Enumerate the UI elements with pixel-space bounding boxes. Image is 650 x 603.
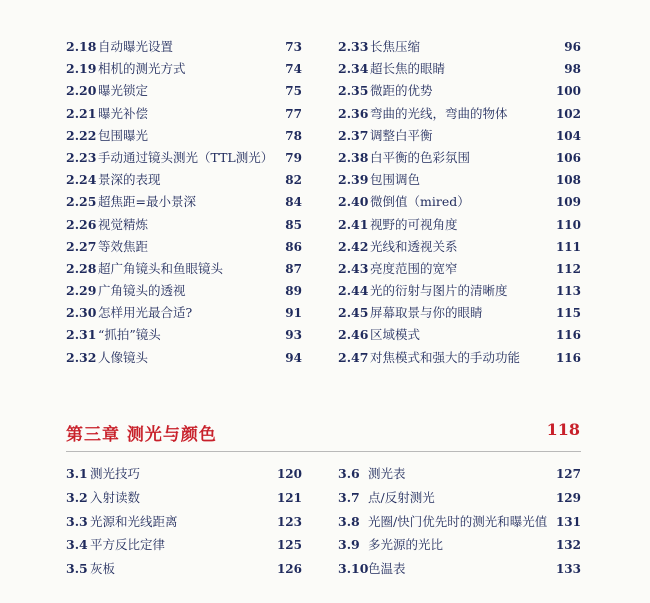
toc-entry[interactable] <box>338 80 581 102</box>
toc-entry[interactable] <box>66 125 302 147</box>
toc-entry-title: 光圈/快门优先时的测光和曝光值 <box>368 513 548 529</box>
toc-entry[interactable] <box>338 236 581 258</box>
toc-entry-page: 100 <box>555 84 581 99</box>
toc-entry[interactable] <box>66 80 302 102</box>
toc-entry[interactable] <box>66 214 302 236</box>
chapter-title[interactable]: 第三章 测光与颜色 <box>66 425 217 445</box>
toc-entry-title: 广角镜头的透视 <box>98 283 186 299</box>
toc-entry[interactable] <box>66 462 302 486</box>
toc-entry-number: 2.19 <box>66 61 97 77</box>
toc-entry-title: 超长焦的眼睛 <box>370 61 446 77</box>
toc-entry-title: 光的衍射与图片的清晰度 <box>370 283 508 299</box>
toc-entry-number: 2.36 <box>338 105 369 121</box>
toc-entry[interactable] <box>66 486 302 510</box>
toc-entry-number: 3.10 <box>338 561 369 577</box>
toc-entry[interactable] <box>338 58 581 80</box>
toc-entry-title: 手动通过镜头测光（TTL测光） <box>98 149 274 165</box>
toc-entry-page: 129 <box>555 490 581 505</box>
toc-entry-page: 116 <box>555 328 581 343</box>
toc-entry-page: 131 <box>555 514 581 529</box>
toc-entry-title: 自动曝光设置 <box>98 39 174 54</box>
toc-entry[interactable] <box>338 302 581 324</box>
toc-entry[interactable] <box>338 214 581 236</box>
toc-entry[interactable] <box>338 557 581 581</box>
toc-entry-number: 2.27 <box>66 238 97 254</box>
toc-entry-title: 相机的测光方式 <box>98 61 186 77</box>
toc-entry[interactable] <box>338 324 581 346</box>
toc-entry-title: 等效焦距 <box>98 238 149 254</box>
toc-entry[interactable] <box>66 191 302 213</box>
toc-entry-title: 弯曲的光线，弯曲的物体 <box>370 105 508 121</box>
toc-entry-title: 区域模式 <box>370 327 421 343</box>
toc-entry[interactable] <box>66 347 302 369</box>
toc-entry[interactable] <box>338 191 581 213</box>
toc-entry-title: 多光源的光比 <box>368 537 444 553</box>
toc-entry-number: 3.4 <box>66 537 88 553</box>
toc-entry-page: 106 <box>555 150 581 165</box>
toc-entry-number: 2.32 <box>66 349 97 365</box>
toc-entry-page: 108 <box>555 173 581 188</box>
toc-entry[interactable] <box>66 147 302 169</box>
toc-entry-number: 2.44 <box>338 283 369 299</box>
toc-entry[interactable] <box>338 280 581 302</box>
toc-entry-page: 74 <box>285 62 302 77</box>
toc-entry-page: 113 <box>555 284 581 299</box>
toc-entry-number: 3.1 <box>66 466 88 481</box>
toc-entry[interactable] <box>66 324 302 346</box>
toc-entry-number: 3.6 <box>338 466 360 481</box>
toc-entry-number: 2.34 <box>338 61 369 77</box>
toc-entry-page: 84 <box>285 195 302 210</box>
toc-entry[interactable] <box>66 557 302 581</box>
toc-entry[interactable] <box>338 147 581 169</box>
toc-entry[interactable] <box>338 533 581 557</box>
toc-entry-page: 104 <box>555 128 581 143</box>
toc-entry-number: 2.21 <box>66 105 97 121</box>
toc-entry-title: 灰板 <box>90 561 116 577</box>
toc-column-right-bottom <box>338 462 581 581</box>
toc-entry-title: 点/反射测光 <box>368 489 435 505</box>
toc-entry-title: “抓拍”镜头 <box>98 327 161 343</box>
toc-entry[interactable] <box>338 486 581 510</box>
toc-entry-number: 2.30 <box>66 305 97 321</box>
toc-entry-page: 93 <box>285 328 302 343</box>
toc-entry[interactable] <box>66 302 302 324</box>
toc-entry-title: 视野的可视角度 <box>370 216 458 232</box>
toc-entry-title: 超焦距=最小景深 <box>98 194 196 210</box>
toc-entry-page: 112 <box>555 261 581 276</box>
toc-entry-title: 长焦压缩 <box>370 39 421 54</box>
chapter-divider <box>66 451 581 452</box>
toc-entry-page: 133 <box>555 562 581 577</box>
toc-entry-page: 78 <box>285 128 302 143</box>
toc-entry-page: 110 <box>555 217 581 232</box>
toc-entry[interactable] <box>66 510 302 534</box>
toc-entry[interactable] <box>66 258 302 280</box>
toc-entry-page: 116 <box>555 350 581 365</box>
toc-entry[interactable] <box>66 533 302 557</box>
toc-entry[interactable] <box>66 36 302 58</box>
toc-entry-number: 2.47 <box>338 349 369 365</box>
toc-entry-number: 2.29 <box>66 283 97 299</box>
toc-entry-number: 2.40 <box>338 194 369 210</box>
toc-entry-title: 曝光锁定 <box>98 83 149 99</box>
toc-entry[interactable] <box>338 103 581 125</box>
toc-entry-page: 115 <box>555 306 581 321</box>
toc-entry-number: 3.7 <box>338 489 360 505</box>
toc-entry-page: 75 <box>285 84 302 99</box>
toc-entry-page: 91 <box>285 306 302 321</box>
toc-entry-title: 人像镜头 <box>98 349 149 365</box>
toc-entry-number: 2.18 <box>66 39 97 54</box>
toc-column-left-bottom <box>66 462 302 581</box>
toc-column-left-top <box>66 36 302 369</box>
toc-entry-number: 3.8 <box>338 513 360 529</box>
toc-entry-title: 屏幕取景与你的眼睛 <box>370 305 483 321</box>
toc-entry-number: 2.38 <box>338 149 369 165</box>
toc-entry[interactable] <box>66 169 302 191</box>
toc-entry[interactable] <box>338 347 581 369</box>
toc-entry-number: 2.26 <box>66 216 97 232</box>
toc-entry-page: 111 <box>555 239 581 254</box>
toc-entry[interactable] <box>338 510 581 534</box>
toc-entry-number: 2.43 <box>338 260 369 276</box>
toc-entry-title: 包围曝光 <box>98 127 149 143</box>
toc-entry-title: 景深的表现 <box>98 172 161 188</box>
toc-entry-number: 2.25 <box>66 194 97 210</box>
toc-entry[interactable] <box>338 462 581 486</box>
toc-entry-page: 126 <box>276 562 302 577</box>
toc-entry-page: 123 <box>276 514 302 529</box>
chapter-page-number[interactable]: 118 <box>546 420 580 439</box>
toc-entry-number: 3.9 <box>338 537 360 553</box>
toc-entry[interactable] <box>66 103 302 125</box>
toc-column-right-top <box>338 36 581 369</box>
toc-entry-page: 73 <box>285 40 302 54</box>
toc-entry-number: 2.33 <box>338 39 369 54</box>
toc-entry-page: 85 <box>285 217 302 232</box>
toc-entry-number: 2.23 <box>66 149 97 165</box>
toc-entry-title: 白平衡的色彩氛围 <box>370 149 471 165</box>
toc-entry[interactable] <box>66 280 302 302</box>
toc-entry-title: 光线和透视关系 <box>370 238 458 254</box>
toc-entry-number: 2.22 <box>66 127 97 143</box>
toc-entry-page: 82 <box>285 173 302 188</box>
toc-entry-title: 亮度范围的宽窄 <box>370 260 458 276</box>
toc-entry[interactable] <box>338 258 581 280</box>
toc-entry-page: 94 <box>285 350 302 365</box>
toc-entry-page: 89 <box>285 284 302 299</box>
toc-entry-number: 2.45 <box>338 305 369 321</box>
toc-entry-page: 77 <box>285 106 302 121</box>
toc-entry-number: 2.42 <box>338 238 369 254</box>
toc-entry-title: 平方反比定律 <box>90 537 166 553</box>
toc-entry-number: 2.24 <box>66 172 97 188</box>
toc-entry-page: 121 <box>276 490 302 505</box>
toc-entry-page: 102 <box>555 106 581 121</box>
toc-entry-number: 3.5 <box>66 561 88 577</box>
toc-entry-number: 2.37 <box>338 127 369 143</box>
toc-entry-page: 132 <box>555 538 581 553</box>
toc-entry-title: 视觉精炼 <box>98 216 149 232</box>
toc-entry-title: 测光表 <box>368 466 406 481</box>
toc-entry[interactable] <box>66 58 302 80</box>
toc-entry-title: 入射读数 <box>90 489 141 505</box>
toc-entry-title: 包围调色 <box>370 172 421 188</box>
toc-entry-page: 125 <box>276 538 302 553</box>
toc-entry[interactable] <box>338 169 581 191</box>
toc-entry-number: 3.3 <box>66 513 88 529</box>
toc-entry[interactable] <box>338 36 581 58</box>
toc-entry-title: 对焦模式和强大的手动功能 <box>370 349 521 365</box>
toc-entry-number: 2.31 <box>66 327 97 343</box>
toc-entry-title: 微距的优势 <box>370 83 433 99</box>
toc-entry-page: 109 <box>555 195 581 210</box>
toc-entry-title: 测光技巧 <box>90 466 141 481</box>
toc-entry-number: 2.39 <box>338 172 369 188</box>
toc-entry[interactable] <box>338 125 581 147</box>
toc-entry[interactable] <box>66 236 302 258</box>
toc-entry-number: 3.2 <box>66 489 88 505</box>
toc-entry-number: 2.41 <box>338 216 369 232</box>
toc-entry-title: 超广角镜头和鱼眼镜头 <box>98 260 224 276</box>
toc-entry-number: 2.35 <box>338 83 369 99</box>
toc-entry-title: 调整白平衡 <box>370 127 433 143</box>
toc-entry-title: 曝光补偿 <box>98 105 149 121</box>
toc-entry-page: 98 <box>564 62 581 77</box>
toc-entry-title: 微倒值（mired） <box>370 194 470 210</box>
toc-entry-title: 色温表 <box>368 561 406 577</box>
toc-entry-page: 96 <box>564 40 581 54</box>
toc-entry-page: 79 <box>285 150 302 165</box>
toc-entry-page: 86 <box>285 239 302 254</box>
toc-entry-number: 2.28 <box>66 260 97 276</box>
toc-entry-number: 2.46 <box>338 327 369 343</box>
toc-entry-page: 87 <box>285 261 302 276</box>
toc-entry-page: 127 <box>555 467 581 481</box>
toc-entry-title: 怎样用光最合适? <box>98 305 193 321</box>
toc-entry-title: 光源和光线距离 <box>90 513 178 529</box>
toc-entry-number: 2.20 <box>66 83 97 99</box>
toc-entry-page: 120 <box>276 467 302 481</box>
